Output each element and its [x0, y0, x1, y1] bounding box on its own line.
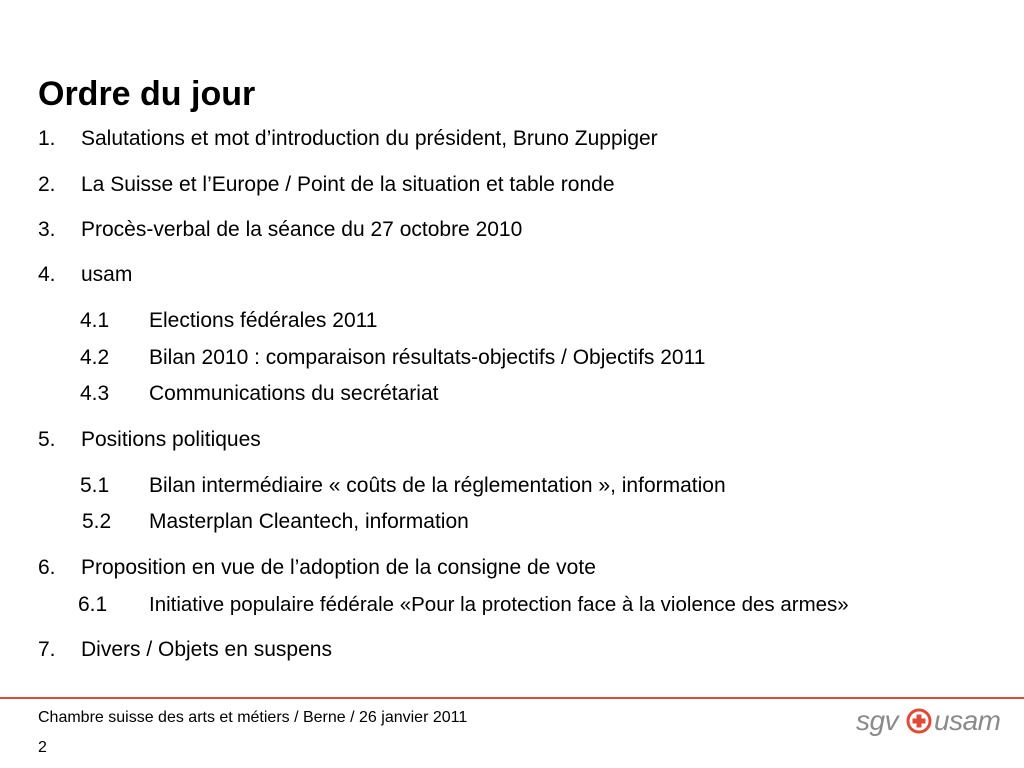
agenda-item-label: Divers / Objets en suspens [81, 638, 332, 661]
logo-text-sgv: sgv [856, 705, 899, 736]
agenda-item-label: Positions politiques [81, 428, 261, 451]
agenda-item-label: Procès-verbal de la séance du 27 octobre 2010 [81, 218, 523, 241]
agenda-subitem-label: Masterplan Cleantech, information [149, 510, 469, 533]
agenda-subitem-number: 4.2 [80, 346, 110, 369]
agenda-subitem-label: Initiative populaire fédérale «Pour la protection face à la violence des armes» [149, 593, 849, 616]
agenda-item-number: 7. [38, 638, 56, 661]
agenda-subitem-number: 4.1 [80, 309, 110, 332]
agenda-subitem-number: 6.1 [78, 593, 108, 616]
agenda-item-number: 2. [38, 173, 56, 196]
agenda-item-label: Proposition en vue de l’adoption de la consigne de vote [81, 556, 596, 579]
sgv-usam-logo [856, 704, 1016, 740]
agenda-item-number: 1. [38, 127, 56, 150]
logo-text-usam: usam [934, 705, 1001, 736]
slide-title: Ordre du jour [38, 75, 256, 113]
agenda-item-label: La Suisse et l’Europe / Point de la situation et table ronde [81, 173, 615, 196]
agenda-item-label: Salutations et mot d’introduction du président, Bruno Zuppiger [81, 127, 658, 150]
footer-text: Chambre suisse des arts et métiers / Berne / 26 janvier 2011 [38, 709, 468, 726]
agenda-item-number: 5. [38, 428, 56, 451]
agenda-subitem-label: Elections fédérales 2011 [149, 309, 378, 332]
agenda-subitem-label: Bilan 2010 : comparaison résultats-objectifs / Objectifs 2011 [149, 346, 706, 369]
agenda-item-label: usam [81, 263, 133, 286]
agenda-subitem-number: 4.3 [80, 382, 110, 405]
page-number: 2 [38, 739, 47, 756]
agenda-item-number: 3. [38, 218, 56, 241]
agenda-subitem-label: Bilan intermédiaire « coûts de la réglementation », information [149, 474, 726, 497]
agenda-item-number: 4. [38, 263, 56, 286]
agenda-subitem-number: 5.1 [80, 474, 110, 497]
agenda-subitem-label: Communications du secrétariat [149, 382, 439, 405]
agenda-subitem-number: 5.2 [82, 510, 112, 533]
agenda-item-number: 6. [38, 556, 56, 579]
swiss-cross-icon [906, 708, 932, 734]
footer-divider [0, 697, 1024, 699]
